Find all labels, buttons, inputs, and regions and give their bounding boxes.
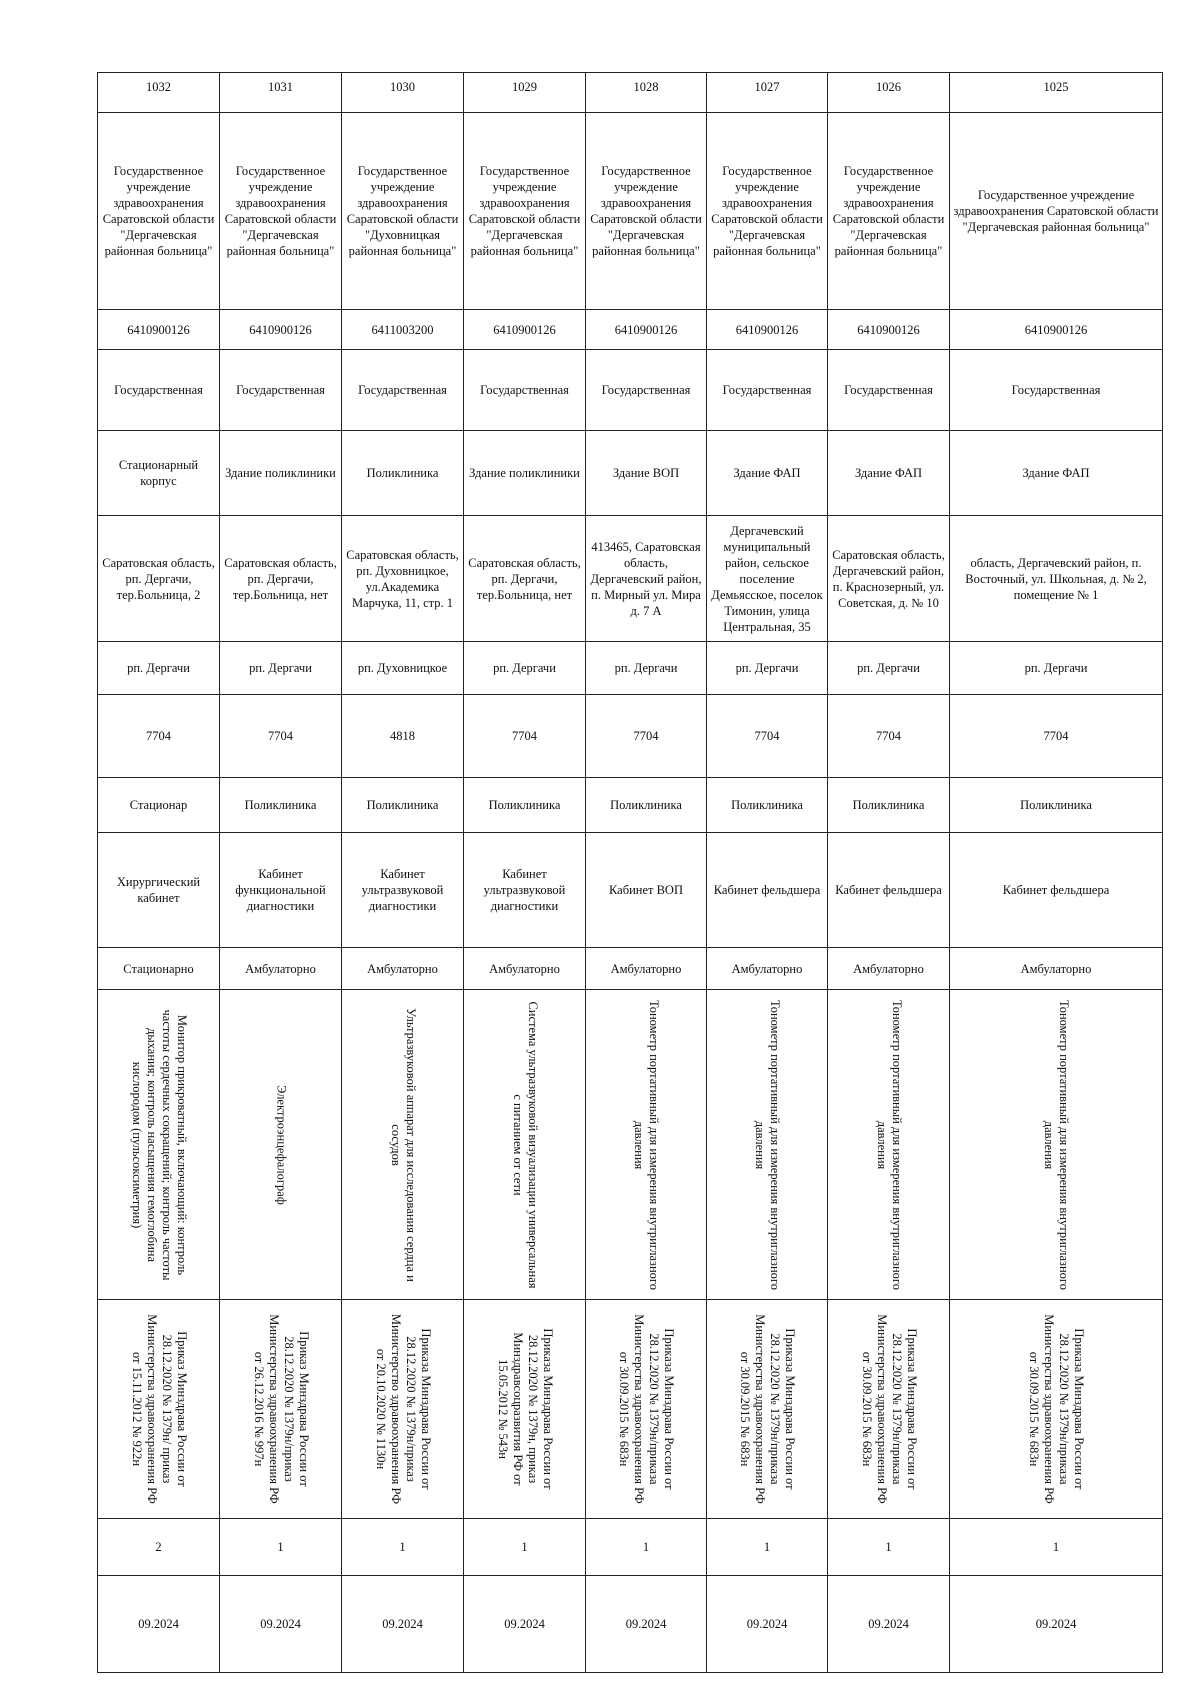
cell-equipment: [464, 990, 586, 1299]
cell-building: Стационарный корпус: [98, 431, 220, 516]
cell-locality: рп. Дергачи: [464, 641, 586, 694]
cell-org: Государственное учреждение здравоохранения Саратовской области "Дергачевская районная больница": [828, 113, 950, 310]
row-org: [98, 113, 1163, 310]
row-ownership: [98, 350, 1163, 431]
order-text: Приказ Минздрава России от 28.12.2020 № 1379н/ приказ Министерства здравоохранения РФ от 15.11.2012 № 922н: [129, 1314, 189, 1504]
equipment-registry-table: [97, 72, 1163, 1673]
cell-org: Государственное учреждение здравоохранения Саратовской области "Дергачевская районная больница": [707, 113, 828, 310]
cell-equipment: [586, 990, 707, 1299]
order-text: Приказа Минздрава России от 28.12.2020 № 1379н/приказа Министерства здравоохранения РФ от 30.09.2015 № 683н: [1027, 1314, 1086, 1504]
cell-num: 1031: [220, 73, 342, 113]
cell-ownership: Государственная: [220, 350, 342, 431]
cell-ownership: Государственная: [98, 350, 220, 431]
cell-equipment: [828, 990, 950, 1299]
cell-building: Поликлиника: [342, 431, 464, 516]
address-text: Саратовская область, рп. Дергачи, тер.Больница, 2: [102, 555, 215, 602]
cell-qty: 1: [220, 1518, 342, 1575]
cell-org: Государственное учреждение здравоохранения Саратовской области "Дергачевская районная больница": [98, 113, 220, 310]
cell-qty: 1: [950, 1518, 1163, 1575]
row-mode: [98, 947, 1163, 990]
cell-code: 4818: [342, 694, 464, 777]
cell-mode: Амбулаторно: [828, 947, 950, 990]
cell-ownership: Государственная: [828, 350, 950, 431]
cell-equipment: [707, 990, 828, 1299]
cell-num: 1027: [707, 73, 828, 113]
cell-building: Здание ФАП: [950, 431, 1163, 516]
cell-code: 7704: [220, 694, 342, 777]
cell-date: 09.2024: [342, 1576, 464, 1673]
cell-address: [220, 516, 342, 641]
cell-org: Государственное учреждение здравоохранения Саратовской области "Дергачевская районная больница": [464, 113, 586, 310]
order-text: Приказ Минздрава России от 28.12.2020 № 1379н/приказ Министерства здравоохранения РФ от 26.12.2016 № 997н: [251, 1314, 311, 1504]
cell-qty: 1: [828, 1518, 950, 1575]
registry-sheet: [97, 72, 1162, 1673]
cell-order: [950, 1299, 1163, 1518]
cell-room: Кабинет фельдшера: [707, 833, 828, 948]
order-text: Приказа Минздрава России от 28.12.2020 № 1379н/приказа Министерства здравоохранения РФ от 30.09.2015 № 683н: [617, 1314, 676, 1504]
order-text: Приказа Минздрава России от 28.12.2020 № 1379н/приказа Министерства здравоохранения РФ от 30.09.2015 № 683н: [859, 1314, 919, 1504]
cell-qty: 1: [586, 1518, 707, 1575]
equipment-text: Электроэнцефалограф: [274, 1084, 288, 1205]
address-text: Дергачевский муниципальный район, сельское поселение Демьясское, поселок Тимонин, улица Центральная, 35: [711, 523, 823, 634]
cell-ownership: Государственная: [586, 350, 707, 431]
cell-code: 7704: [464, 694, 586, 777]
address-text: Саратовская область, рп. Духовницкое, ул.Академика Марчука, 11, стр. 1: [346, 547, 459, 610]
cell-date: 09.2024: [98, 1576, 220, 1673]
cell-address: [707, 516, 828, 641]
cell-inn: 6410900126: [220, 310, 342, 350]
cell-room: Кабинет ультразвуковой диагностики: [342, 833, 464, 948]
cell-room: Хирургический кабинет: [98, 833, 220, 948]
cell-room: Кабинет ВОП: [586, 833, 707, 948]
cell-order: [98, 1299, 220, 1518]
cell-building: Здание ФАП: [828, 431, 950, 516]
row-num: [98, 73, 1163, 113]
cell-locality: рп. Дергачи: [220, 641, 342, 694]
order-text: Приказа Минздрава России от 28.12.2020 № 1379н/приказ Министерство здравоохранения РФ от 20.10.2020 № 1130н: [373, 1313, 433, 1504]
cell-order: [828, 1299, 950, 1518]
cell-equipment: [98, 990, 220, 1299]
cell-mode: Амбулаторно: [950, 947, 1163, 990]
cell-equipment: [220, 990, 342, 1299]
cell-date: 09.2024: [828, 1576, 950, 1673]
row-room: [98, 833, 1163, 948]
equipment-text: Тонометр портативный для измерения внутриглазного давления: [1042, 999, 1071, 1290]
cell-qty: 1: [342, 1518, 464, 1575]
cell-order: [342, 1299, 464, 1518]
cell-locality: рп. Дергачи: [828, 641, 950, 694]
row-unit: [98, 777, 1163, 832]
cell-org: Государственное учреждение здравоохранения Саратовской области "Духовницкая районная больница": [342, 113, 464, 310]
cell-equipment: [342, 990, 464, 1299]
cell-mode: Амбулаторно: [707, 947, 828, 990]
cell-unit: Поликлиника: [464, 777, 586, 832]
cell-address: [342, 516, 464, 641]
equipment-text: Система ультразвуковой визуализации универсальная с питанием от сети: [510, 1001, 540, 1289]
cell-locality: рп. Дергачи: [98, 641, 220, 694]
cell-mode: Амбулаторно: [464, 947, 586, 990]
cell-room: Кабинет фельдшера: [950, 833, 1163, 948]
cell-locality: рп. Дергачи: [586, 641, 707, 694]
cell-mode: Амбулаторно: [586, 947, 707, 990]
cell-mode: Амбулаторно: [342, 947, 464, 990]
cell-inn: 6411003200: [342, 310, 464, 350]
cell-code: 7704: [586, 694, 707, 777]
cell-qty: 1: [707, 1518, 828, 1575]
cell-unit: Поликлиника: [828, 777, 950, 832]
cell-building: Здание ФАП: [707, 431, 828, 516]
cell-org: Государственное учреждение здравоохранения Саратовской области "Дергачевская районная больница": [950, 113, 1163, 310]
cell-locality: рп. Духовницкое: [342, 641, 464, 694]
order-text: Приказа Минздрава России от 28.12.2020 № 1379н/приказа Министерства здравоохранения РФ от 30.09.2015 № 683н: [738, 1314, 797, 1504]
cell-locality: рп. Дергачи: [707, 641, 828, 694]
cell-room: Кабинет фельдшера: [828, 833, 950, 948]
cell-code: 7704: [707, 694, 828, 777]
row-code: [98, 694, 1163, 777]
cell-code: 7704: [98, 694, 220, 777]
cell-num: 1032: [98, 73, 220, 113]
cell-mode: Стационарно: [98, 947, 220, 990]
cell-num: 1030: [342, 73, 464, 113]
cell-inn: 6410900126: [950, 310, 1163, 350]
cell-inn: 6410900126: [828, 310, 950, 350]
row-building: [98, 431, 1163, 516]
cell-num: 1026: [828, 73, 950, 113]
cell-date: 09.2024: [586, 1576, 707, 1673]
equipment-text: Тонометр портативный для измерения внутриглазного давления: [632, 999, 661, 1290]
cell-ownership: Государственная: [464, 350, 586, 431]
cell-order: [464, 1299, 586, 1518]
cell-building: Здание поликлиники: [464, 431, 586, 516]
cell-qty: 2: [98, 1518, 220, 1575]
address-text: Саратовская область, рп. Дергачи, тер.Больница, нет: [224, 555, 337, 602]
cell-mode: Амбулаторно: [220, 947, 342, 990]
cell-date: 09.2024: [950, 1576, 1163, 1673]
cell-address: [586, 516, 707, 641]
address-text: Саратовская область, рп. Дергачи, тер.Больница, нет: [468, 555, 581, 602]
row-qty: [98, 1518, 1163, 1575]
cell-room: Кабинет функциональной диагностики: [220, 833, 342, 948]
cell-org: Государственное учреждение здравоохранения Саратовской области "Дергачевская районная больница": [220, 113, 342, 310]
row-inn: [98, 310, 1163, 350]
cell-unit: Поликлиника: [950, 777, 1163, 832]
cell-ownership: Государственная: [950, 350, 1163, 431]
cell-org: Государственное учреждение здравоохранения Саратовской области "Дергачевская районная больница": [586, 113, 707, 310]
cell-inn: 6410900126: [464, 310, 586, 350]
cell-unit: Поликлиника: [342, 777, 464, 832]
equipment-text: Тонометр портативный для измерения внутриглазного давления: [753, 999, 782, 1290]
cell-unit: Поликлиника: [707, 777, 828, 832]
cell-address: [98, 516, 220, 641]
equipment-text: Тонометр портативный для измерения внутриглазного давления: [874, 999, 904, 1290]
cell-room: Кабинет ультразвуковой диагностики: [464, 833, 586, 948]
equipment-text: Ультразвуковой аппарат для исследования сердца и сосудов: [388, 1007, 418, 1282]
row-address: [98, 516, 1163, 641]
cell-order: [220, 1299, 342, 1518]
cell-num: 1028: [586, 73, 707, 113]
cell-unit: Стационар: [98, 777, 220, 832]
cell-building: Здание ВОП: [586, 431, 707, 516]
cell-locality: рп. Дергачи: [950, 641, 1163, 694]
address-text: 413465, Саратовская область, Дергачевский район, п. Мирный ул. Мира д. 7 А: [590, 539, 702, 618]
cell-equipment: [950, 990, 1163, 1299]
equipment-text: Монитор прикроватный, включающий: контроль частоты сердечных сокращений; контроль частоты дыхания; контроль насыщения гемоглобина кислородом (пульсоксиметрия): [129, 1009, 189, 1281]
cell-num: 1029: [464, 73, 586, 113]
cell-inn: 6410900126: [586, 310, 707, 350]
row-order: [98, 1299, 1163, 1518]
cell-qty: 1: [464, 1518, 586, 1575]
cell-order: [586, 1299, 707, 1518]
order-text: Приказа Минздрава России от 28.12.2020 № 1379н, приказ Минздравсоцразвития РФ от 15.05.2012 № 543н: [495, 1328, 555, 1490]
cell-ownership: Государственная: [342, 350, 464, 431]
row-equipment: [98, 990, 1163, 1299]
cell-inn: 6410900126: [98, 310, 220, 350]
cell-ownership: Государственная: [707, 350, 828, 431]
cell-unit: Поликлиника: [220, 777, 342, 832]
cell-address: [464, 516, 586, 641]
cell-date: 09.2024: [464, 1576, 586, 1673]
cell-inn: 6410900126: [707, 310, 828, 350]
address-text: Саратовская область, Дергачевский район, п. Краснозерный, ул. Советская, д. № 10: [832, 547, 945, 610]
address-text: область, Дергачевский район, п. Восточный, ул. Школьная, д. № 2, помещение № 1: [965, 555, 1147, 602]
cell-address: [950, 516, 1163, 641]
cell-code: 7704: [950, 694, 1163, 777]
row-date: [98, 1576, 1163, 1673]
cell-unit: Поликлиника: [586, 777, 707, 832]
row-locality: [98, 641, 1163, 694]
cell-building: Здание поликлиники: [220, 431, 342, 516]
cell-num: 1025: [950, 73, 1163, 113]
cell-code: 7704: [828, 694, 950, 777]
cell-address: [828, 516, 950, 641]
cell-date: 09.2024: [220, 1576, 342, 1673]
cell-order: [707, 1299, 828, 1518]
cell-date: 09.2024: [707, 1576, 828, 1673]
